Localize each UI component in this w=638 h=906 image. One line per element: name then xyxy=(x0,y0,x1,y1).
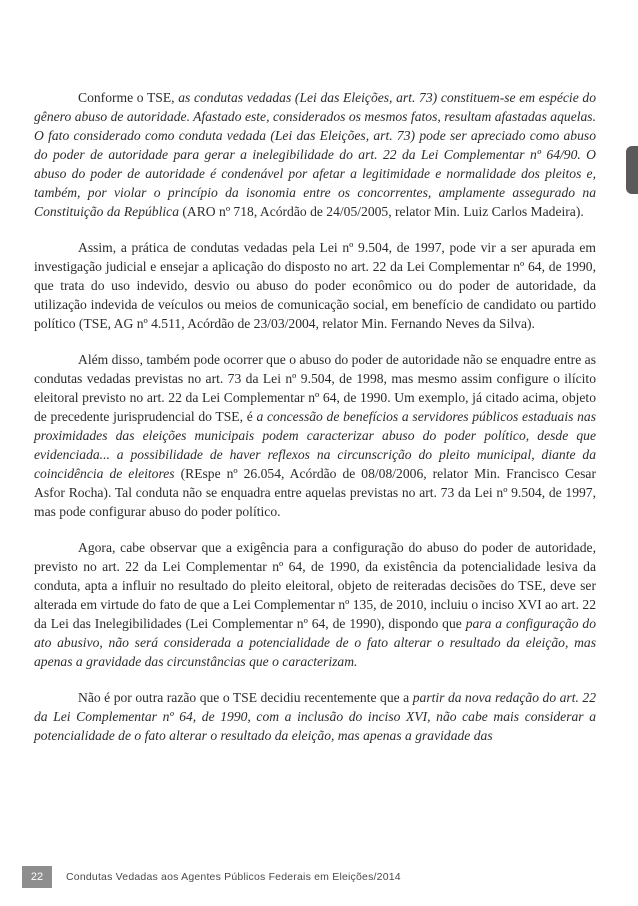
paragraph-3-quote: a concessão de benefícios a servidores públicos estaduais nas proximidades das eleições municipais podem caracterizar abuso do poder político, desde que evidenciada... a possibilidade de haver reflexos na circunscrição do pleito municipal, diante da coincidência de eleitores xyxy=(34,409,596,481)
paragraph-1-citation: (ARO nº 718, Acórdão de 24/05/2005, relator Min. Luiz Carlos Madeira). xyxy=(179,204,584,219)
paragraph-5-text: Não é por outra razão que o TSE decidiu recentemente que a xyxy=(78,690,413,705)
paragraph-2 xyxy=(34,238,596,333)
paragraph-4 xyxy=(34,538,596,671)
page-footer xyxy=(22,866,401,888)
footer-title: Condutas Vedadas aos Agentes Públicos Federais em Eleições/2014 xyxy=(66,871,401,883)
paragraph-3-text-a: Além disso, também pode ocorrer que o abuso do poder de autoridade não se enquadre entre as condutas vedadas previstas no art. 73 da Lei nº 9.504, de 1998, mas mesmo assim configure o ilícito eleitoral previsto no art. 22 da Lei Complementar nº 64, de 1990. Um exemplo, já citado acima, objeto de precedente jurisprudencial do TSE, é xyxy=(34,352,596,424)
page-number: 22 xyxy=(22,866,52,888)
page-edge-tab-marker xyxy=(626,146,638,194)
paragraph-5 xyxy=(34,688,596,745)
paragraph-2-text: Assim, a prática de condutas vedadas pela Lei nº 9.504, de 1997, pode vir a ser apurada em investigação judicial e ensejar a aplicação do disposto no art. 22 da Lei Complementar nº 64, de 1990, que trata do uso indevido, desvio ou abuso do poder econômico ou do poder de autoridade, da utilização indevida de veículos ou meios de comunicação social, em benefício de candidato ou partido político (TSE, AG nº 4.511, Acórdão de 23/03/2004, relator Min. Fernando Neves da Silva). xyxy=(34,240,596,331)
paragraph-3-text-b: (REspe nº 26.054, Acórdão de 08/08/2006, relator Min. Francisco Cesar Asfor Rocha). Tal conduta não se enquadra entre aquelas previstas no art. 73 da Lei nº 9.504, de 1997, mas pode configurar abuso do poder político. xyxy=(34,466,596,519)
paragraph-5-quote: partir da nova redação do art. 22 da Lei Complementar nº 64, de 1990, com a inclusão do inciso XVI, não cabe mais considerar a potencialidade de o fato alterar o resultado da eleição, mas apenas a gravidade das xyxy=(34,690,596,743)
paragraph-1-quote: as condutas vedadas (Lei das Eleições, art. 73) constituem-se em espécie do gênero abuso de autoridade. Afastado este, considerados os mesmos fatos, resultam afastadas aquelas. O fato considerado como conduta vedada (Lei das Eleições, art. 73) pode ser apreciado como abuso do poder de autoridade para gerar a inelegibilidade do art. 22 da Lei Complementar nº 64/90. O abuso do poder de autoridade é condenável por afetar a legitimidade e normalidade dos pleitos e, também, por violar o princípio da isonomia entre os concorrentes, amplamente assegurado na Constituição da República xyxy=(34,90,596,219)
paragraph-3 xyxy=(34,350,596,521)
paragraph-4-text: Agora, cabe observar que a exigência para a configuração do abuso do poder de autoridade, previsto no art. 22 da Lei Complementar nº 64, de 1990, da existência da potencialidade lesiva da conduta, apta a influir no resultado do pleito eleitoral, objeto de reiteradas decisões do TSE, deve ser alterada em virtude do fato de que a Lei Complementar nº 135, de 2010, incluiu o inciso XVI ao art. 22 da Lei das Inelegibilidades (Lei Complementar nº 64, de 1990), dispondo que xyxy=(34,540,596,631)
document-body xyxy=(34,88,596,762)
paragraph-4-quote: para a configuração do ato abusivo, não será considerada a potencialidade de o fato alterar o resultado da eleição, mas apenas a gravidade das circunstâncias que o caracterizam. xyxy=(34,616,597,669)
paragraph-1-text-a: Conforme o TSE, xyxy=(78,90,179,105)
paragraph-1 xyxy=(34,88,596,221)
